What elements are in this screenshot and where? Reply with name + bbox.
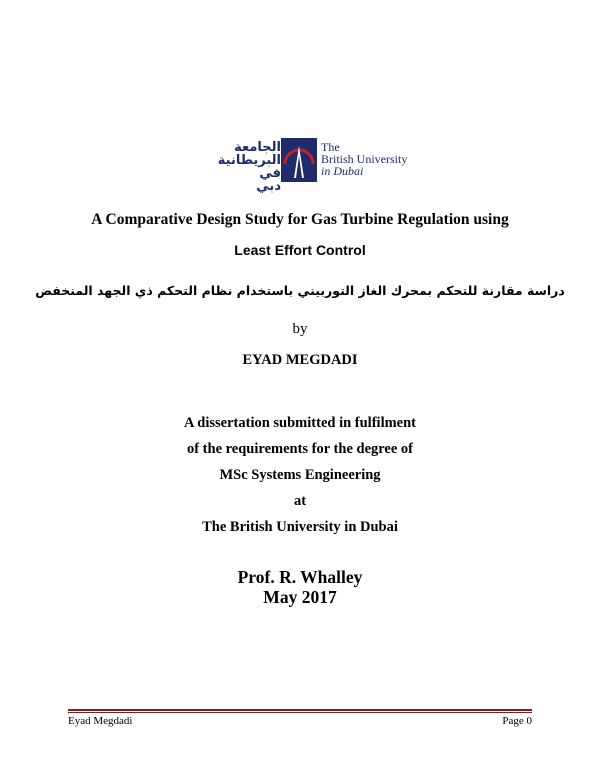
footer-rule xyxy=(68,709,532,711)
thesis-title-line-2: Least Effort Control xyxy=(234,242,366,258)
author-name: EYAD MEGDADI xyxy=(242,352,358,368)
logo-arabic-line: البريطانية في xyxy=(217,153,281,181)
dissertation-line: at xyxy=(293,493,307,509)
dissertation-line: of the requirements for the degree of xyxy=(186,441,414,457)
dissertation-statement xyxy=(0,410,600,540)
logo-arabic-line: دبي xyxy=(256,179,281,194)
logo-arabic-text xyxy=(193,140,281,194)
footer-rule-thin xyxy=(68,712,532,713)
footer-author: Eyad Megdadi xyxy=(68,715,133,727)
supervisor-name: Prof. R. Whalley xyxy=(237,567,363,587)
submission-date: May 2017 xyxy=(263,587,337,607)
logo-english-line: British University xyxy=(321,152,408,166)
university-logo xyxy=(193,138,418,194)
dissertation-line: A dissertation submitted in fulfilment xyxy=(183,415,416,431)
footer-page-number: Page 0 xyxy=(502,715,532,727)
by-label: by xyxy=(292,321,308,337)
dissertation-line: The British University in Dubai xyxy=(202,519,398,535)
logo-english-line: The xyxy=(321,140,340,154)
supervisor-block xyxy=(0,567,600,607)
university-emblem-icon xyxy=(281,138,317,182)
thesis-title-line-1: A Comparative Design Study for Gas Turbine Regulation using xyxy=(91,211,509,228)
logo-english-text xyxy=(321,141,407,177)
logo-arabic-line: الجامعة xyxy=(234,140,281,155)
thesis-title-arabic: دراسة مقارنة للتحكم بمحرك الغاز التوربيني باستخدام نظام التحكم ذي الجهد المنخفض xyxy=(35,283,565,298)
dissertation-line: MSc Systems Engineering xyxy=(219,467,381,483)
logo-english-line: in Dubai xyxy=(321,164,364,178)
